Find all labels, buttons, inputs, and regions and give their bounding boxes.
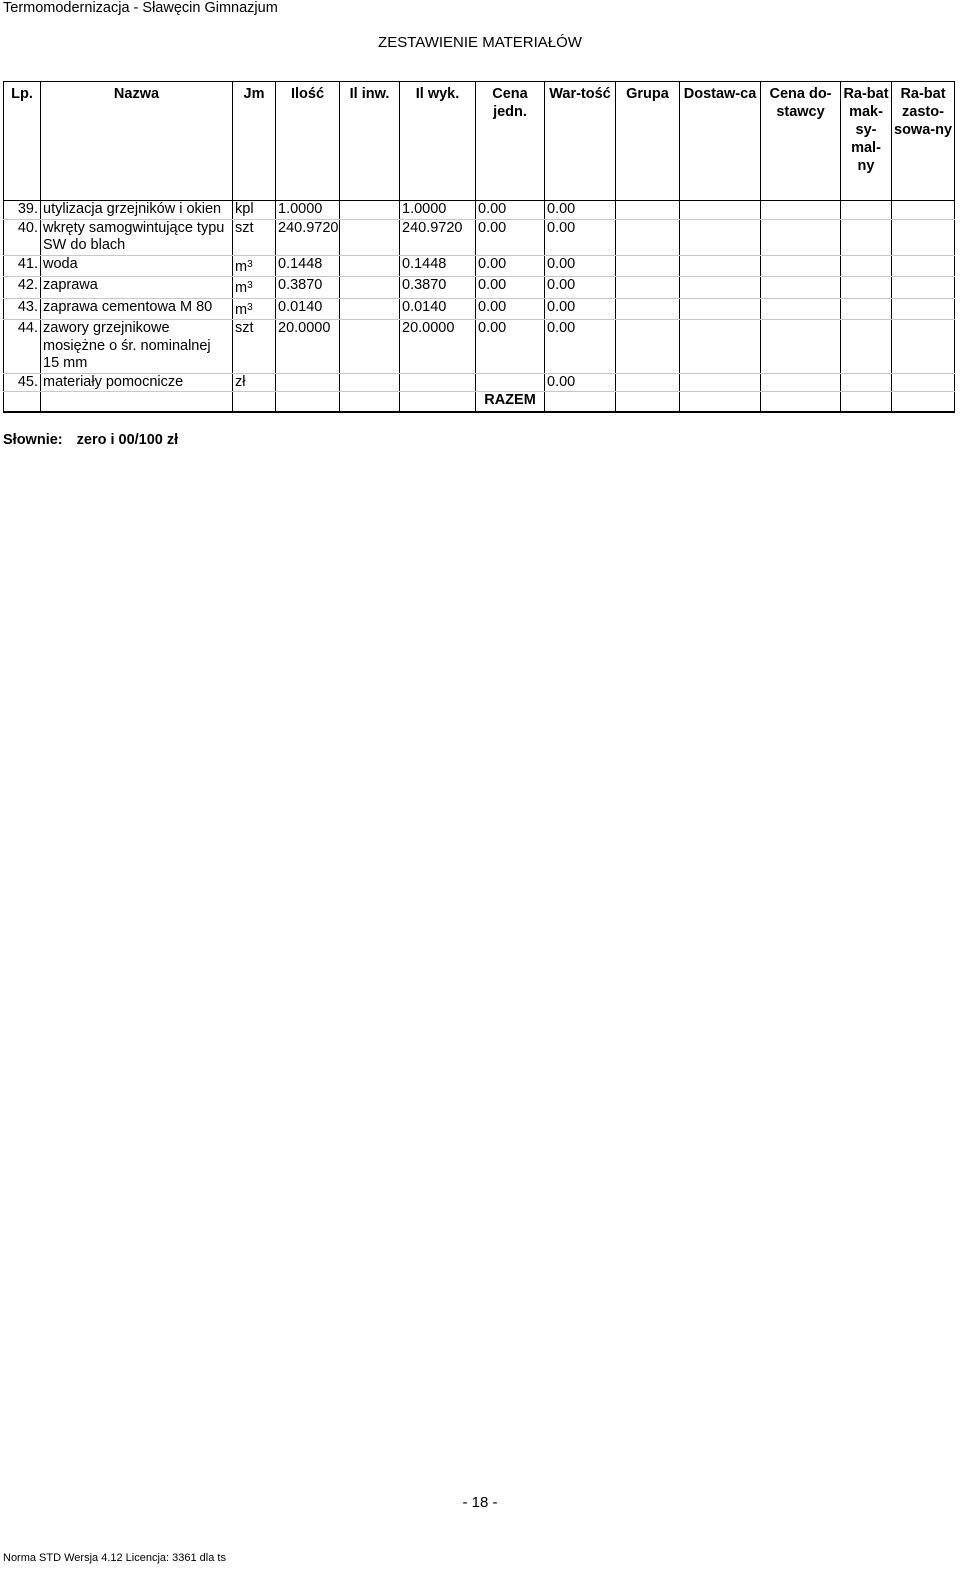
- cell-il-wyk: 0.0140: [400, 298, 476, 320]
- page-number: - 18 -: [462, 1494, 498, 1511]
- cell-nazwa: zawory grzejnikowe mosiężne o śr. nominalnej 15 mm: [41, 320, 233, 374]
- cell-lp: 45.: [4, 373, 41, 392]
- col-header-ilosc: Ilość: [276, 82, 340, 201]
- amount-in-words-value: zero i 00/100 zł: [76, 432, 179, 448]
- table-total-row: [4, 392, 955, 413]
- cell-jm: $m^3$: [233, 277, 276, 299]
- cell-empty: [761, 298, 841, 320]
- col-header-grupa: Grupa: [616, 82, 680, 201]
- document-title: ZESTAWIENIE MATERIAŁÓW: [378, 34, 582, 51]
- cell-empty: [616, 392, 680, 413]
- col-header-lp: Lp.: [4, 82, 41, 201]
- cell-empty: [340, 255, 400, 277]
- cell-lp: 41.: [4, 255, 41, 277]
- cell-il-wyk: 1.0000: [400, 201, 476, 220]
- cell-empty: [616, 298, 680, 320]
- col-header-jm: Jm: [233, 82, 276, 201]
- cell-empty: [680, 201, 761, 220]
- cell-empty: [340, 219, 400, 255]
- cell-ilosc: [276, 373, 340, 392]
- cell-empty: [616, 320, 680, 374]
- cell-empty: [892, 298, 955, 320]
- cell-jm: szt: [233, 320, 276, 374]
- cell-empty: [892, 201, 955, 220]
- table-row: [4, 373, 955, 392]
- cell-lp: 44.: [4, 320, 41, 374]
- cell-wartosc: 0.00: [545, 201, 616, 220]
- cell-nazwa: wkręty samogwintujące typu SW do blach: [41, 219, 233, 255]
- cell-cena: 0.00: [476, 255, 545, 277]
- total-label: RAZEM: [476, 392, 545, 413]
- cell-empty: [761, 320, 841, 374]
- materials-table: [3, 81, 955, 413]
- cell-cena: 0.00: [476, 298, 545, 320]
- cell-empty: [616, 219, 680, 255]
- cell-wartosc: 0.00: [545, 277, 616, 299]
- cell-empty: [841, 219, 892, 255]
- cell-jm: $m^3$: [233, 298, 276, 320]
- cell-empty: [276, 392, 340, 413]
- cell-il-wyk: [400, 373, 476, 392]
- table-header-row: [4, 82, 955, 201]
- table-row: [4, 320, 955, 374]
- cell-empty: [340, 277, 400, 299]
- cell-ilosc: 240.9720: [276, 219, 340, 255]
- col-header-il-wyk: Il wyk.: [400, 82, 476, 201]
- cell-empty: [41, 392, 233, 413]
- col-header-cena-dostawcy: Cena do-stawcy: [761, 82, 841, 201]
- document-footer: Norma STD Wersja 4.12 Licencja: 3361 dla ts: [3, 1552, 226, 1564]
- cell-empty: [892, 392, 955, 413]
- cell-empty: [892, 219, 955, 255]
- cell-empty: [340, 373, 400, 392]
- cell-empty: [680, 320, 761, 374]
- cell-empty: [680, 277, 761, 299]
- cell-empty: [761, 255, 841, 277]
- cell-jm: kpl: [233, 201, 276, 220]
- cell-nazwa: zaprawa cementowa M 80: [41, 298, 233, 320]
- cell-empty: [680, 392, 761, 413]
- cell-empty: [340, 392, 400, 413]
- col-header-wartosc: War-tość: [545, 82, 616, 201]
- cell-il-wyk: 20.0000: [400, 320, 476, 374]
- cell-empty: [680, 219, 761, 255]
- table-row: [4, 201, 955, 220]
- cell-wartosc: 0.00: [545, 255, 616, 277]
- cell-empty: [841, 320, 892, 374]
- cell-empty: [616, 373, 680, 392]
- cell-empty: [680, 255, 761, 277]
- cell-ilosc: 0.3870: [276, 277, 340, 299]
- cell-empty: [841, 392, 892, 413]
- cell-empty: [680, 373, 761, 392]
- cell-nazwa: zaprawa: [41, 277, 233, 299]
- cell-cena: [476, 373, 545, 392]
- cell-ilosc: 0.0140: [276, 298, 340, 320]
- cell-lp: 42.: [4, 277, 41, 299]
- col-header-rabat-zastosowany: Ra-bat zasto-sowa-ny: [892, 82, 955, 201]
- cell-empty: [761, 219, 841, 255]
- cell-nazwa: utylizacja grzejników i okien: [41, 201, 233, 220]
- cell-nazwa: materiały pomocnicze: [41, 373, 233, 392]
- cell-il-wyk: 0.3870: [400, 277, 476, 299]
- cell-empty: [892, 373, 955, 392]
- col-header-rabat-maksymalny: Ra-bat mak-sy-mal-ny: [841, 82, 892, 201]
- cell-ilosc: 1.0000: [276, 201, 340, 220]
- cell-empty: [400, 392, 476, 413]
- cell-lp: 39.: [4, 201, 41, 220]
- table-row: [4, 219, 955, 255]
- cell-empty: [680, 298, 761, 320]
- cell-wartosc: 0.00: [545, 373, 616, 392]
- cell-empty: [233, 392, 276, 413]
- col-header-il-inw: Il inw.: [340, 82, 400, 201]
- cell-empty: [616, 255, 680, 277]
- cell-empty: [340, 201, 400, 220]
- cell-wartosc: 0.00: [545, 219, 616, 255]
- cell-empty: [841, 298, 892, 320]
- table-row: [4, 255, 955, 277]
- cell-cena: 0.00: [476, 201, 545, 220]
- amount-in-words-label: Słownie:: [3, 432, 63, 448]
- cell-nazwa: woda: [41, 255, 233, 277]
- cell-cena: 0.00: [476, 219, 545, 255]
- cell-ilosc: 0.1448: [276, 255, 340, 277]
- cell-empty: [761, 201, 841, 220]
- cell-empty: [892, 255, 955, 277]
- cell-empty: [892, 277, 955, 299]
- cell-jm: szt: [233, 219, 276, 255]
- cell-empty: [340, 298, 400, 320]
- document-header: Termomodernizacja - Sławęcin Gimnazjum: [3, 0, 278, 16]
- table-body: [4, 201, 955, 413]
- cell-empty: [4, 392, 41, 413]
- cell-cena: 0.00: [476, 277, 545, 299]
- cell-empty: [545, 392, 616, 413]
- col-header-dostawca: Dostaw-ca: [680, 82, 761, 201]
- cell-lp: 43.: [4, 298, 41, 320]
- cell-empty: [892, 320, 955, 374]
- col-header-nazwa: Nazwa: [41, 82, 233, 201]
- cell-jm: $m^3$: [233, 255, 276, 277]
- cell-il-wyk: 240.9720: [400, 219, 476, 255]
- table-row: [4, 298, 955, 320]
- amount-in-words: [3, 432, 178, 448]
- cell-empty: [841, 201, 892, 220]
- cell-empty: [841, 255, 892, 277]
- cell-empty: [841, 277, 892, 299]
- col-header-cena: Cena jedn.: [476, 82, 545, 201]
- cell-empty: [841, 373, 892, 392]
- cell-il-wyk: 0.1448: [400, 255, 476, 277]
- table-row: [4, 277, 955, 299]
- cell-ilosc: 20.0000: [276, 320, 340, 374]
- cell-empty: [761, 373, 841, 392]
- cell-empty: [761, 277, 841, 299]
- cell-empty: [616, 277, 680, 299]
- cell-wartosc: 0.00: [545, 320, 616, 374]
- cell-cena: 0.00: [476, 320, 545, 374]
- cell-empty: [340, 320, 400, 374]
- cell-empty: [761, 392, 841, 413]
- cell-wartosc: 0.00: [545, 298, 616, 320]
- cell-empty: [616, 201, 680, 220]
- cell-jm: zł: [233, 373, 276, 392]
- cell-lp: 40.: [4, 219, 41, 255]
